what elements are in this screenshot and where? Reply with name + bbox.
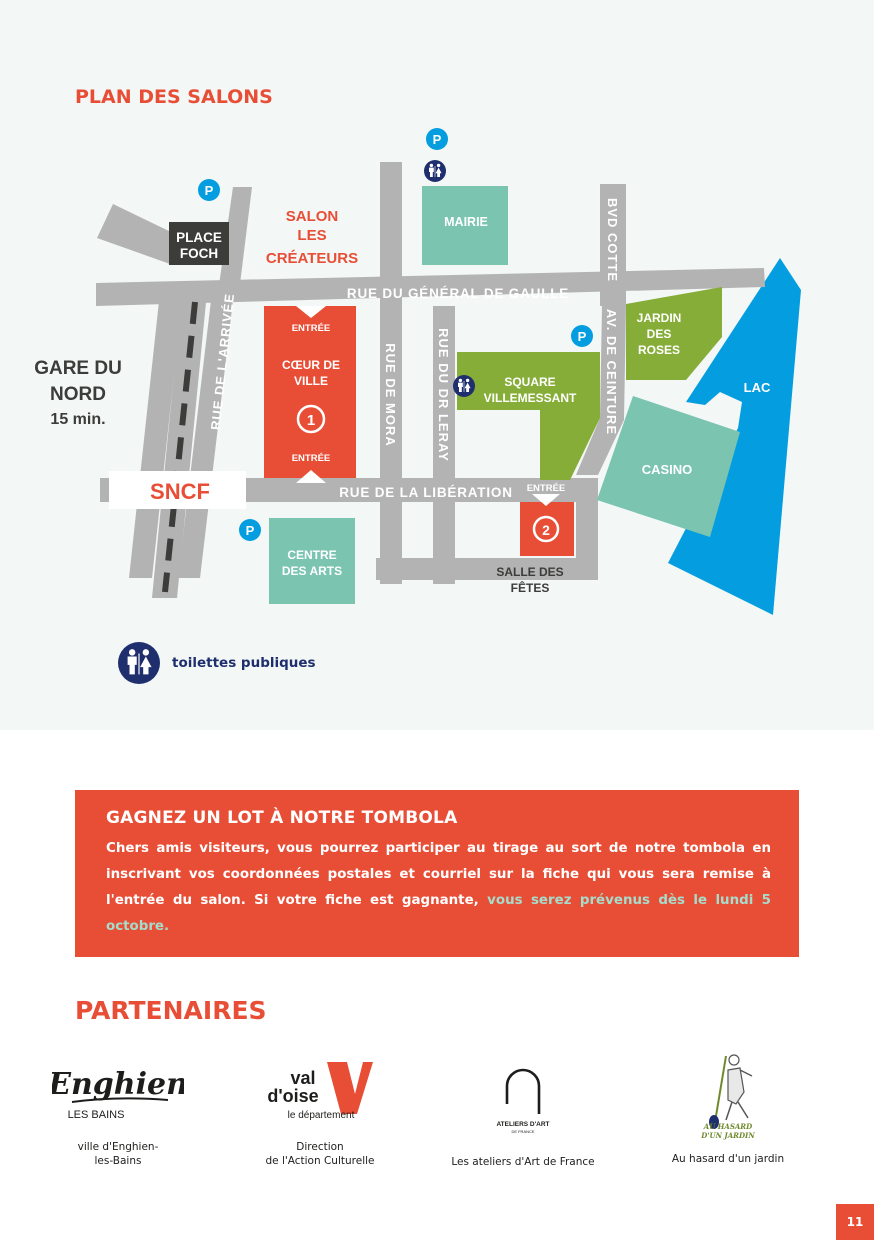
caption-line: Les ateliers d'Art de France	[451, 1156, 595, 1168]
street-label-dr-leray: RUE DU DR LERAY	[436, 328, 451, 462]
gare-label-line1: GARE DU	[34, 358, 122, 379]
street-label-liberation: RUE DE LA LIBÉRATION	[339, 485, 513, 500]
val-doise-logo-departement: le département	[287, 1110, 355, 1121]
road-south-east	[576, 500, 598, 580]
label-lac: LAC	[743, 380, 771, 395]
toilets-icon	[453, 375, 475, 397]
gare-label-line2: NORD	[50, 384, 106, 405]
ateliers-arch-icon	[507, 1070, 539, 1114]
jardin-des-roses-area	[626, 287, 722, 380]
page-title: PLAN DES SALONS	[75, 86, 273, 108]
label-jardin-line1: JARDIN	[636, 311, 682, 325]
enghien-logo-subtitle: LES BAINS	[67, 1109, 125, 1121]
label-square-line1: SQUARE	[504, 375, 556, 389]
street-label-bvd-cotte: BVD COTTE	[605, 197, 620, 283]
partner-ateliers-art	[450, 1058, 596, 1173]
venue-number-1: 1	[306, 412, 316, 429]
caption-line: ville d'Enghien-	[77, 1141, 159, 1153]
label-salle-fetes-line2: FÊTES	[510, 581, 550, 595]
salon-label-line1: SALON	[285, 208, 339, 225]
legend-label: toilettes publiques	[172, 655, 316, 671]
label-centre-arts-line1: CENTRE	[287, 548, 337, 562]
label-entree: ENTRÉE	[291, 323, 331, 334]
label-mairie: MAIRIE	[444, 215, 488, 229]
label-entree: ENTRÉE	[526, 483, 566, 494]
partner-caption	[52, 1140, 184, 1168]
label-casino: CASINO	[641, 462, 693, 477]
au-hasard-logo	[666, 1046, 790, 1142]
label-jardin-line2: DES	[646, 327, 672, 341]
label-square-line2: VILLEMESSANT	[483, 391, 577, 405]
shovel-icon	[716, 1056, 726, 1116]
ateliers-art-logo	[450, 1058, 596, 1138]
salon-label-line2: LES	[297, 227, 327, 244]
label-jardin-line3: ROSES	[637, 343, 681, 357]
enghien-logo-wordmark: Enghien	[52, 1067, 184, 1102]
label-place-foch-line1: PLACE	[176, 230, 222, 245]
tombola-title: GAGNEZ UN LOT À NOTRE TOMBOLA	[106, 808, 458, 828]
road-south	[376, 558, 598, 580]
parking-icon	[239, 519, 261, 541]
partner-enghien	[52, 1060, 184, 1170]
label-place-foch-line2: FOCH	[179, 246, 219, 261]
caption-line: les-Bains	[94, 1155, 142, 1167]
tombola-body: Chers amis visiteurs, vous pourrez participer au tirage au sort de notre tombola en inscrivant vos coordonnées postales et courriel sur la fiche qui vous sera remise à l'entrée du salon. Si votre fiche est gagnante,	[106, 841, 771, 908]
label-sncf: SNCF	[150, 479, 210, 504]
venue-number-2: 2	[542, 522, 550, 538]
toilets-icon	[424, 160, 446, 182]
caption-line: Au hasard d'un jardin	[671, 1153, 785, 1165]
road-place-foch	[97, 204, 173, 264]
tombola-box	[75, 790, 799, 957]
svg-text:P: P	[432, 132, 442, 147]
ateliers-logo-line2: DE FRANCE	[511, 1129, 535, 1134]
val-doise-logo-doise: d'oise	[267, 1086, 319, 1106]
label-coeur-line2: VILLE	[293, 374, 329, 388]
label-salle-fetes-line1: SALLE DES	[496, 565, 564, 579]
label-entree: ENTRÉE	[291, 453, 331, 464]
street-label-arrivee: RUE DE L'ARRIVÉE	[207, 292, 238, 431]
svg-text:P: P	[577, 329, 587, 344]
val-doise-logo	[255, 1060, 385, 1122]
parking-icon	[426, 128, 448, 150]
map-legend	[118, 642, 316, 684]
toilets-icon	[118, 642, 160, 684]
page-number: 11	[836, 1204, 874, 1240]
parking-icon	[571, 325, 593, 347]
tombola-text	[106, 836, 771, 940]
partner-caption	[255, 1140, 385, 1168]
partner-val-doise	[255, 1060, 385, 1170]
svg-text:P: P	[245, 523, 255, 538]
val-doise-logo-val: val	[290, 1068, 316, 1088]
enghien-logo	[52, 1060, 184, 1130]
gardener-icon	[729, 1055, 739, 1065]
street-label-av-ceinture: AV. DE CEINTURE	[604, 308, 619, 436]
square-villemessant-area	[457, 352, 600, 480]
partner-caption	[666, 1152, 790, 1166]
street-label-mora: RUE DE MORA	[383, 343, 398, 447]
svg-text:P: P	[204, 183, 214, 198]
tombola-highlight: vous serez prévenus dès le lundi 5 octobre.	[106, 893, 771, 934]
partner-caption	[450, 1155, 596, 1169]
partner-au-hasard	[666, 1046, 790, 1171]
gare-distance: 15 min.	[50, 411, 106, 428]
ateliers-logo-line1: ATELIERS D'ART	[496, 1121, 550, 1128]
label-centre-arts-line2: DES ARTS	[281, 564, 343, 578]
au-hasard-logo-line2: D'UN JARDIN	[701, 1131, 755, 1140]
parking-icon	[198, 179, 220, 201]
salon-label-line3: CRÉATEURS	[265, 250, 359, 267]
label-coeur-line1: CŒUR DE	[281, 358, 341, 372]
caption-line: Direction	[296, 1141, 344, 1153]
partners-title: PARTENAIRES	[75, 996, 267, 1025]
street-label-general-de-gaulle: RUE DU GÉNÉRAL DE GAULLE	[346, 286, 570, 301]
caption-line: de l'Action Culturelle	[265, 1155, 375, 1167]
au-hasard-logo-line1: AU HASARD	[703, 1122, 753, 1131]
